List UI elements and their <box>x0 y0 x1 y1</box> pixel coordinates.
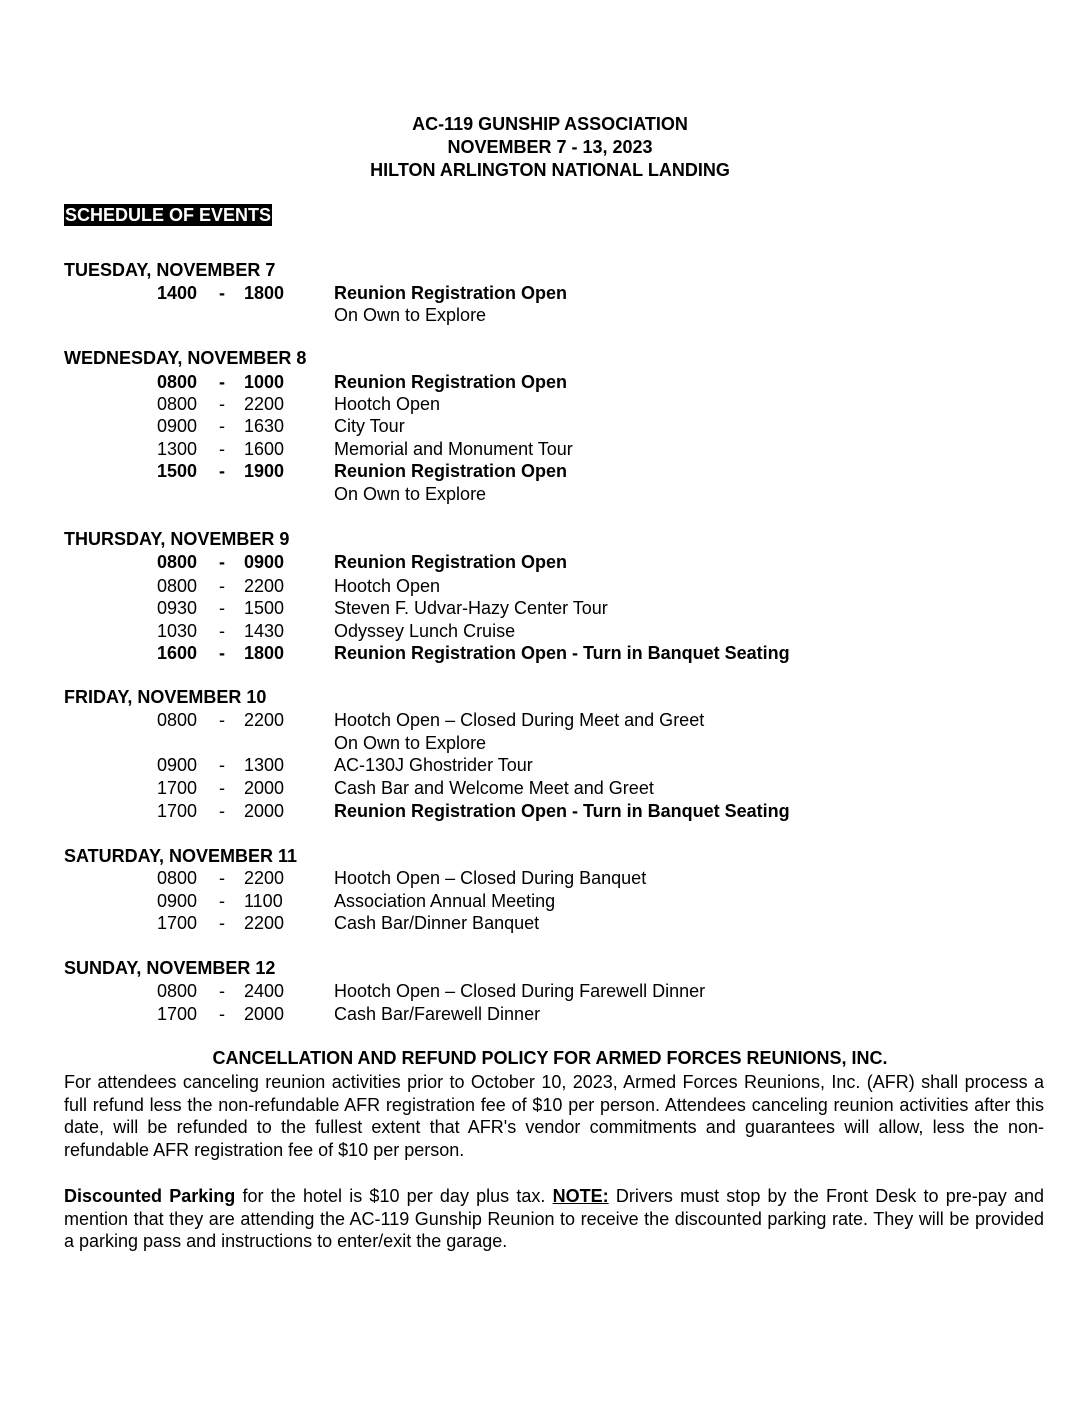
row-start: 1500 <box>157 461 198 481</box>
row-dash: - <box>219 394 225 414</box>
schedule-row <box>0 304 1088 326</box>
parking-paragraph <box>64 1185 1044 1253</box>
row-dash: - <box>219 981 225 1001</box>
row-event: AC-130J Ghostrider Tour <box>334 755 533 775</box>
row-end: 2200 <box>244 913 285 933</box>
schedule-row <box>0 438 1088 460</box>
schedule-row <box>0 597 1088 619</box>
row-dash: - <box>219 913 225 933</box>
row-event: Association Annual Meeting <box>334 891 556 911</box>
row-dash: - <box>219 801 225 821</box>
row-start: 0800 <box>157 552 198 572</box>
row-dash: - <box>219 643 225 663</box>
schedule-row <box>0 282 1088 304</box>
row-event: Odyssey Lunch Cruise <box>334 621 516 641</box>
row-dash: - <box>219 439 225 459</box>
row-start: 1700 <box>157 778 198 798</box>
row-dash: - <box>219 891 225 911</box>
row-event: On Own to Explore <box>334 733 487 753</box>
day-heading: SATURDAY, NOVEMBER 11 <box>64 846 298 866</box>
row-event: Reunion Registration Open - Turn in Banquet Seating <box>334 643 790 663</box>
row-start: 1400 <box>157 283 198 303</box>
schedule-row <box>0 732 1088 754</box>
day-heading: SUNDAY, NOVEMBER 12 <box>64 958 276 978</box>
day-heading: FRIDAY, NOVEMBER 10 <box>64 687 267 707</box>
row-end: 1800 <box>244 643 285 663</box>
header-venue: HILTON ARLINGTON NATIONAL LANDING <box>370 160 730 180</box>
row-end: 0900 <box>244 552 285 572</box>
row-event: Hootch Open – Closed During Banquet <box>334 868 647 888</box>
row-dash: - <box>219 1004 225 1024</box>
schedule-row <box>0 890 1088 912</box>
schedule-row <box>0 551 1088 573</box>
row-start: 0930 <box>157 598 198 618</box>
row-event: Hootch Open – Closed During Meet and Greet <box>334 710 705 730</box>
row-dash: - <box>219 755 225 775</box>
schedule-row <box>0 980 1088 1002</box>
row-event: Reunion Registration Open <box>334 283 568 303</box>
row-start: 0900 <box>157 891 198 911</box>
schedule-row <box>0 460 1088 482</box>
row-event: Hootch Open <box>334 394 441 414</box>
row-event: Steven F. Udvar-Hazy Center Tour <box>334 598 608 618</box>
row-end: 2400 <box>244 981 285 1001</box>
row-start: 1700 <box>157 1004 198 1024</box>
row-event: Hootch Open – Closed During Farewell Dinner <box>334 981 706 1001</box>
schedule-row <box>0 709 1088 731</box>
row-start: 0900 <box>157 755 198 775</box>
row-dash: - <box>219 621 225 641</box>
row-end: 1900 <box>244 461 285 481</box>
row-start: 0800 <box>157 981 198 1001</box>
schedule-row <box>0 620 1088 642</box>
document-header <box>0 113 1088 182</box>
row-event: Cash Bar/Farewell Dinner <box>334 1004 541 1024</box>
day-heading: THURSDAY, NOVEMBER 9 <box>64 529 290 549</box>
row-dash: - <box>219 372 225 392</box>
schedule-row <box>0 1003 1088 1025</box>
schedule-row <box>0 483 1088 505</box>
row-end: 1000 <box>244 372 285 392</box>
row-end: 1100 <box>244 891 283 911</box>
row-end: 2000 <box>244 1004 285 1024</box>
row-dash: - <box>219 552 225 572</box>
parking-lead: Discounted Parking <box>64 1186 236 1206</box>
parking-text-1: for the hotel is $10 per day plus tax. <box>235 1186 553 1206</box>
row-start: 1700 <box>157 913 198 933</box>
row-event: City Tour <box>334 416 405 436</box>
row-event: On Own to Explore <box>334 484 487 504</box>
row-start: 0800 <box>157 710 198 730</box>
row-start: 0900 <box>157 416 198 436</box>
row-start: 0800 <box>157 576 198 596</box>
row-end: 1430 <box>244 621 285 641</box>
schedule-row <box>0 800 1088 822</box>
policy-paragraph: For attendees canceling reunion activities prior to October 10, 2023, Armed Forces Reunions, Inc. (AFR) shall process a full refund less the non-refundable AFR registration fee of $10 per person. Attendees canceling reunion activities after this date, will be refunded to the fullest extent that AFR's vendor commitments and guarantees will allow, less the non-refundable AFR registration fee of $10 per person. <box>64 1072 1044 1160</box>
row-start: 1030 <box>157 621 198 641</box>
day-heading: TUESDAY, NOVEMBER 7 <box>64 260 276 280</box>
row-dash: - <box>219 710 225 730</box>
row-end: 2200 <box>244 868 285 888</box>
row-end: 1630 <box>244 416 285 436</box>
row-dash: - <box>219 461 225 481</box>
row-dash: - <box>219 598 225 618</box>
row-end: 1300 <box>244 755 285 775</box>
schedule-row <box>0 371 1088 393</box>
row-event: Reunion Registration Open <box>334 552 568 572</box>
row-start: 1600 <box>157 643 198 663</box>
row-dash: - <box>219 283 225 303</box>
row-end: 2200 <box>244 576 285 596</box>
row-event: Reunion Registration Open - Turn in Banquet Seating <box>334 801 790 821</box>
row-dash: - <box>219 576 225 596</box>
row-end: 1600 <box>244 439 285 459</box>
schedule-row <box>0 575 1088 597</box>
row-event: Memorial and Monument Tour <box>334 439 573 459</box>
schedule-row <box>0 642 1088 664</box>
row-start: 0800 <box>157 372 198 392</box>
row-event: Hootch Open <box>334 576 441 596</box>
header-dates: NOVEMBER 7 - 13, 2023 <box>447 137 653 157</box>
header-organization: AC-119 GUNSHIP ASSOCIATION <box>412 114 688 134</box>
parking-note-label: NOTE: <box>552 1186 609 1206</box>
row-end: 2000 <box>244 778 285 798</box>
row-start: 1700 <box>157 801 198 821</box>
parking-text-2: Drivers must stop by the Front Desk to pre-pay and mention that they are attending the AC-119 Gunship Reunion to receive the discounted parking rate. They will be provided a parking pass and instructions to enter/exit the garage. <box>64 1186 1045 1251</box>
row-dash: - <box>219 868 225 888</box>
row-start: 0800 <box>157 868 198 888</box>
schedule-row <box>0 754 1088 776</box>
schedule-title: SCHEDULE OF EVENTS <box>65 205 272 225</box>
schedule-row <box>0 777 1088 799</box>
day-heading: WEDNESDAY, NOVEMBER 8 <box>64 348 307 368</box>
row-end: 2200 <box>244 710 285 730</box>
row-end: 2000 <box>244 801 285 821</box>
row-end: 1500 <box>244 598 285 618</box>
schedule-row <box>0 867 1088 889</box>
row-end: 2200 <box>244 394 285 414</box>
schedule-row <box>0 393 1088 415</box>
policy-title: CANCELLATION AND REFUND POLICY FOR ARMED FORCES REUNIONS, INC. <box>212 1048 888 1068</box>
row-start: 1300 <box>157 439 198 459</box>
row-event: Cash Bar/Dinner Banquet <box>334 913 540 933</box>
row-start: 0800 <box>157 394 198 414</box>
row-dash: - <box>219 778 225 798</box>
row-event: Reunion Registration Open <box>334 461 568 481</box>
row-dash: - <box>219 416 225 436</box>
schedule-row <box>0 912 1088 934</box>
row-event: Cash Bar and Welcome Meet and Greet <box>334 778 654 798</box>
row-end: 1800 <box>244 283 285 303</box>
row-event: On Own to Explore <box>334 305 487 325</box>
row-event: Reunion Registration Open <box>334 372 568 392</box>
schedule-row <box>0 415 1088 437</box>
